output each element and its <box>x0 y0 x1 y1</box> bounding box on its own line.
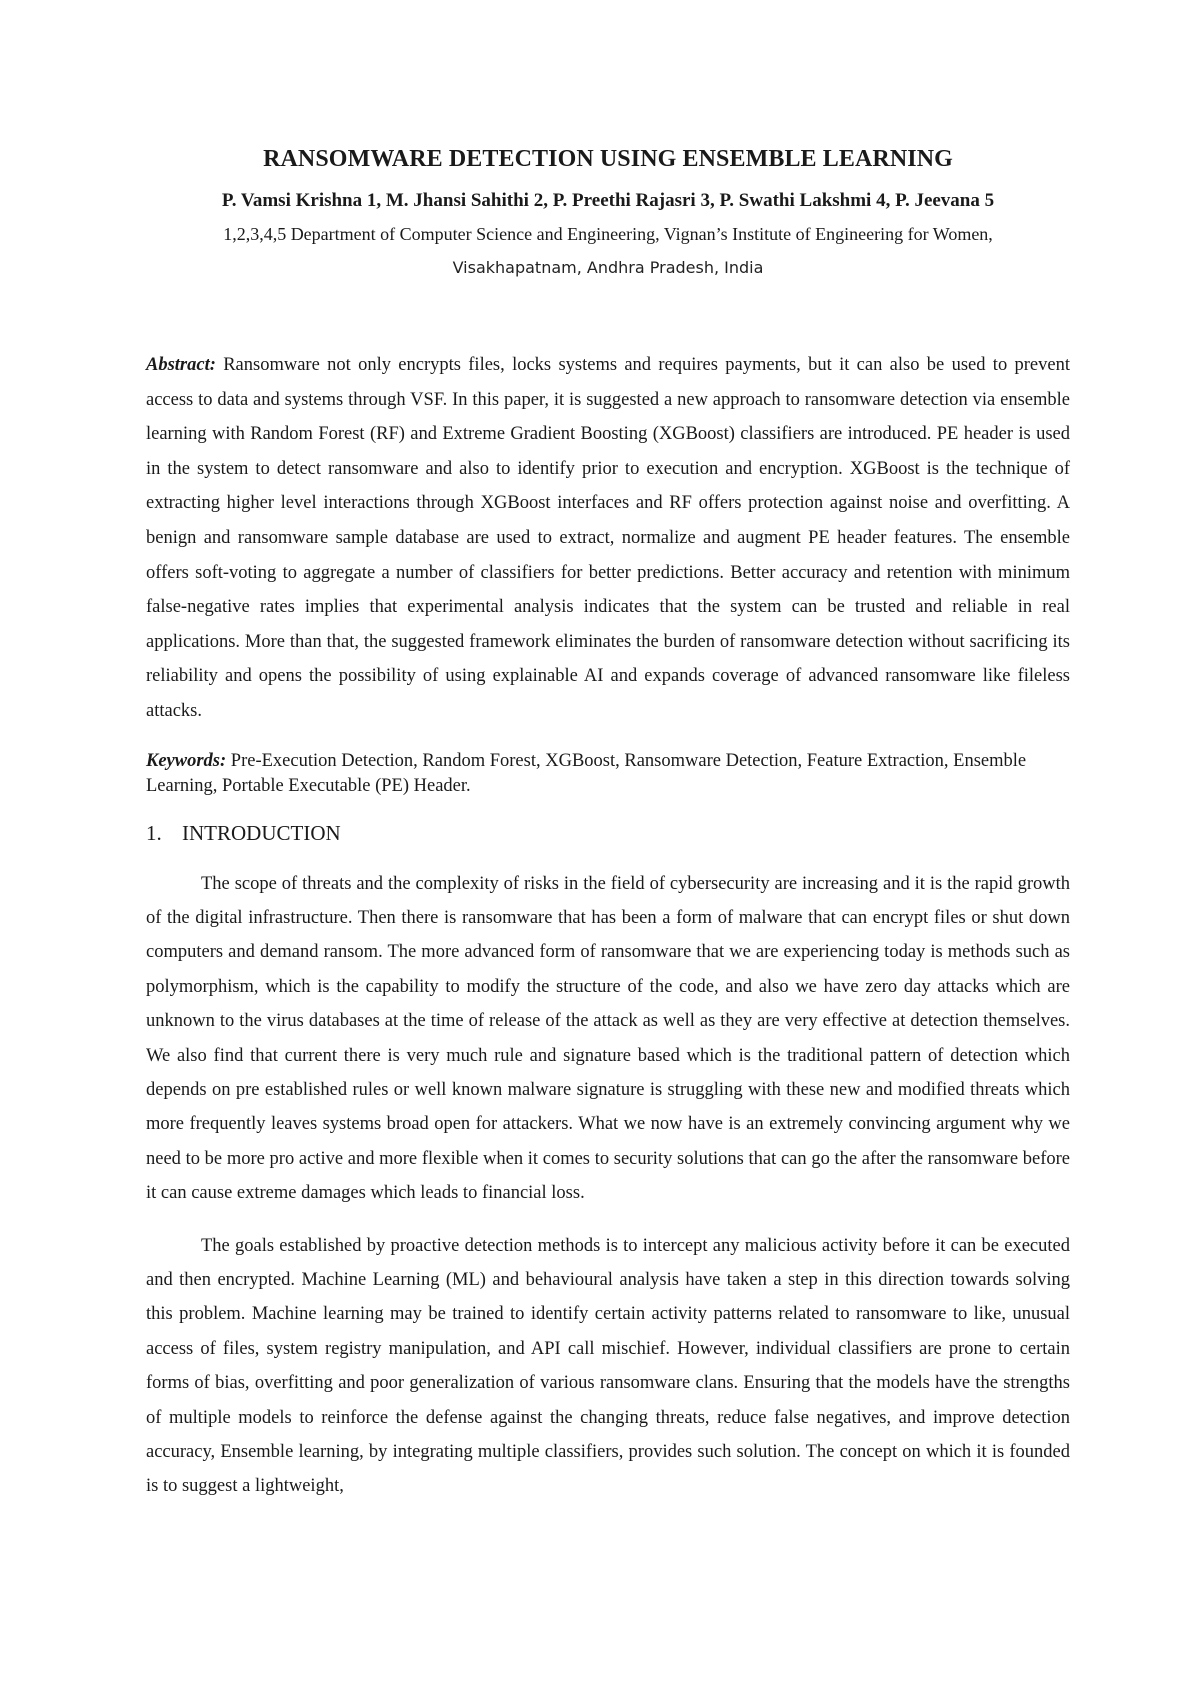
keywords <box>146 749 1070 799</box>
abstract-text: Ransomware not only encrypts files, locks systems and requires payments, but it can also be used to prevent access to data and systems through VSF. In this paper, it is suggested a new approach to ransomware detection via ensemble learning with Random Forest (RF) and Extreme Gradient Boosting (XGBoost) classifiers are introduced. PE header is used in the system to detect ransomware and also to identify prior to execution and encryption. XGBoost is the technique of extracting higher level interactions through XGBoost interfaces and RF offers protection against noise and overfitting. A benign and ransomware sample database are used to extract, normalize and augment PE header features. The ensemble offers soft-voting to aggregate a number of classifiers for better predictions. Better accuracy and retention with minimum false-negative rates implies that experimental analysis indicates that the system can be trusted and reliable in real applications. More than that, the suggested framework eliminates the burden of ransomware detection without sacrificing its reliability and opens the possibility of using explainable AI and expands coverage of advanced ransomware like fileless attacks. <box>146 355 1070 721</box>
abstract-label: Abstract: <box>146 355 216 375</box>
paper-title: RANSOMWARE DETECTION USING ENSEMBLE LEARNING <box>263 146 953 172</box>
introduction-paragraph-2: The goals established by proactive detection methods is to intercept any malicious activity before it can be executed and then encrypted. Machine Learning (ML) and behavioural analysis have taken a step in this direction towards solving this problem. Machine learning may be trained to identify certain activity patterns related to ransomware to like, unusual access of files, system registry manipulation, and API call mischief. However, individual classifiers are prone to certain forms of bias, overfitting and poor generalization of various ransomware clans. Ensuring that the models have the strengths of multiple models to reinforce the defense against the changing threats, reduce false negatives, and improve detection accuracy, Ensemble learning, by integrating multiple classifiers, provides such solution. The concept on which it is founded is to suggest a lightweight, <box>146 1235 1070 1497</box>
paper-content <box>146 142 1070 1504</box>
section-title: INTRODUCTION <box>182 820 341 845</box>
section-number: 1. <box>146 820 162 845</box>
introduction-paragraph-1: The scope of threats and the complexity of risks in the field of cybersecurity are increasing and it is the rapid growth of the digital infrastructure. Then there is ransomware that has been a form of malware that can encrypt files or shut down computers and demand ransom. The more advanced form of ransomware that we are experiencing today is methods such as polymorphism, which is the capability to modify the structure of the code, and also we have zero day attacks which are unknown to the virus databases at the time of release of the attack as well as they are very effective at detection themselves. We also find that current there is very much rule and signature based which is the traditional pattern of detection which depends on pre established rules or well known malware signature is struggling with these new and modified threats which more frequently leaves systems broad open for attackers. What we now have is an extremely convincing argument why we need to be more pro active and more flexible when it comes to security solutions that can go the after the ransomware before it can cause extreme damages which leads to financial loss. <box>146 873 1070 1204</box>
affiliation-location: Visakhapatnam, Andhra Pradesh, India <box>452 258 764 277</box>
affiliation: 1,2,3,4,5 Department of Computer Science and Engineering, Vignan’s Institute of Engineering for Women, <box>223 224 993 244</box>
author-list: P. Vamsi Krishna 1, M. Jhansi Sahithi 2, P. Preethi Rajasri 3, P. Swathi Lakshmi 4, P. Jeevana 5 <box>221 190 995 211</box>
section-heading-introduction <box>146 819 1070 847</box>
keywords-text: Pre-Execution Detection, Random Forest, XGBoost, Ransomware Detection, Feature Extraction, Ensemble Learning, Portable Executable (PE) Header. <box>146 750 1027 796</box>
abstract <box>146 348 1070 729</box>
keywords-label: Keywords: <box>146 750 227 771</box>
